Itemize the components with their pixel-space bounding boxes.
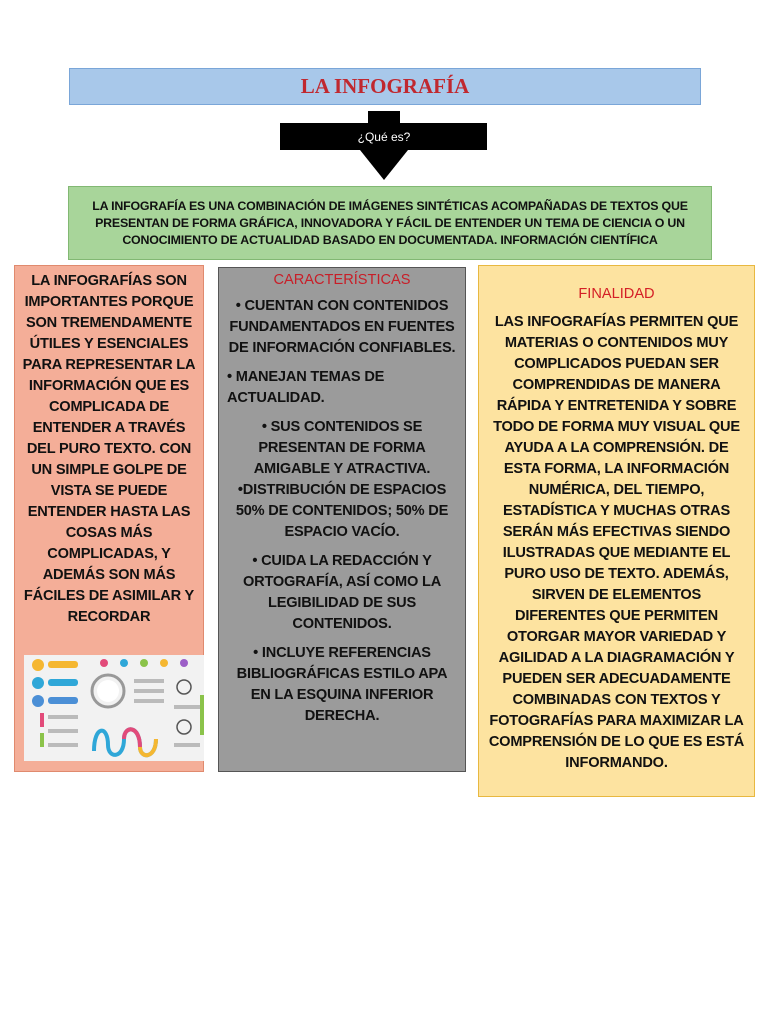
definition-text: LA INFOGRAFÍA ES UNA COMBINACIÓN DE IMÁGENES SINTÉTICAS ACOMPAÑADAS DE TEXTOS QUE PRESENTAN DE FORMA GRÁFICA, INNOVADORA Y FÁCIL DE ENTENDER UN TEMA DE CIENCIA O UN CONOCIMIENTO DE ACTUALIDAD BASADO EN DOCUMENTADA. INFORMACIÓN CIENTÍFICA [92, 198, 688, 247]
characteristic-item: • MANEJAN TEMAS DE ACTUALIDAD. [227, 369, 385, 406]
definition-box [68, 186, 712, 260]
importance-text: LA INFOGRAFÍAS SON IMPORTANTES PORQUE SON TREMENDAMENTE ÚTILES Y ESENCIALES PARA REPRESENTAR LA INFORMACIÓN QUE ES COMPLICADA DE ENTENDER A TRAVÉS DEL PURO TEXTO. CON UN SIMPLE GOLPE DE VISTA SE PUEDE ENTENDER HASTA LAS COSAS MÁS COMPLICADAS, Y ADEMÁS SON MÁS FÁCILES DE ASIMILAR Y RECORDAR [22, 273, 196, 625]
infographic-thumbnail [24, 655, 204, 761]
characteristic-item: • CUIDA LA REDACCIÓN Y ORTOGRAFÍA, ASÍ COMO LA LEGIBILIDAD DE SUS CONTENIDOS. [242, 553, 442, 632]
down-arrow-icon [280, 111, 488, 181]
characteristic-item: •DISTRIBUCIÓN DE ESPACIOS 50% DE CONTENIDOS; 50% DE ESPACIO VACÍO. [235, 482, 449, 540]
characteristic-item: • SUS CONTENIDOS SE PRESENTAN DE FORMA AMIGABLE Y ATRACTIVA. [253, 419, 431, 477]
characteristic-item: • CUENTAN CON CONTENIDOS FUNDAMENTADOS EN FUENTES DE INFORMACIÓN CONFIABLES. [228, 298, 456, 356]
purpose-text: LAS INFOGRAFÍAS PERMITEN QUE MATERIAS O CONTENIDOS MUY COMPLICADOS PUEDAN SER COMPRENDIDAS DE MANERA RÁPIDA Y ENTRETENIDA Y SOBRE TODO DE FORMA MUY VISUAL QUE AYUDA A LA COMPRENSIÓN. DE ESTA FORMA, LA INFORMACIÓN NUMÉRICA, DEL TIEMPO, ESTADÍSTICA Y MUCHAS OTRAS SERÁN MÁS EFECTIVAS SIENDO ILUSTRADAS QUE MEDIANTE EL PURO USO DE TEXTO. ADEMÁS, SIRVEN DE ELEMENTOS DIFERENTES QUE PERMITEN OTORGAR MAYOR VARIEDAD Y AGILIDAD A LA DIAGRAMACIÓN Y PUEDEN SER ADECUADAMENTE COMBINADAS CON TEXTOS Y FOTOGRAFÍAS PARA MAXIMIZAR LA COMPRENSIÓN DE LO QUE ES ESTÁ INFORMANDO. [488, 314, 745, 771]
characteristics-heading: CARACTERÍSTICAS [273, 272, 411, 288]
characteristic-item: • INCLUYE REFERENCIAS BIBLIOGRÁFICAS ESTILO APA EN LA ESQUINA INFERIOR DERECHA. [236, 645, 448, 724]
characteristics-box [218, 267, 466, 772]
infographic-sample-icon [24, 655, 204, 761]
page-title: LA INFOGRAFÍA [300, 74, 470, 98]
question-label: ¿Qué es? [357, 130, 411, 144]
question-arrow [280, 111, 488, 181]
title-banner [69, 68, 701, 105]
purpose-box [478, 265, 755, 797]
purpose-heading: FINALIDAD [578, 286, 655, 302]
